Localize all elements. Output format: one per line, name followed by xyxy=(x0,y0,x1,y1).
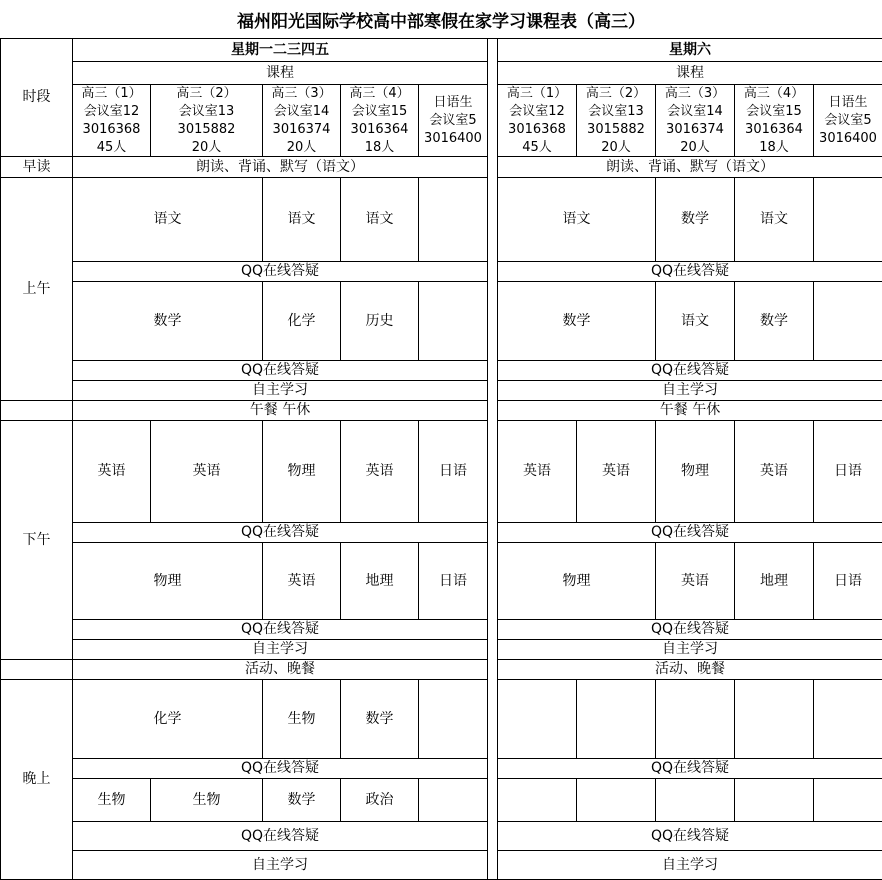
saturday-class-4: 高三（4） 会议室15 3016364 18人 xyxy=(734,84,814,157)
saturday-pm1-cell-0: 英语 xyxy=(497,420,577,523)
weekday-pm1-cell-0: 英语 xyxy=(72,420,151,523)
saturday-pm2-cell-2: 地理 xyxy=(734,542,814,620)
weekday-am2-cell-0: 数学 xyxy=(72,281,263,361)
weekday-ev1-cell-2: 数学 xyxy=(340,679,419,759)
saturday-class-1: 高三（1） 会议室12 3016368 45人 xyxy=(497,84,577,157)
saturday-class-3: 高三（3） 会议室14 3016374 20人 xyxy=(655,84,735,157)
weekday-class-1: 高三（1） 会议室12 3016368 45人 xyxy=(72,84,151,157)
saturday-am2-qq: QQ在线答疑 xyxy=(497,360,882,381)
weekday-ev2-cell-3: 政治 xyxy=(340,778,419,822)
saturday-ev1-cell-3 xyxy=(734,679,814,759)
saturday-am2-cell-0: 数学 xyxy=(497,281,656,361)
weekday-am1-qq: QQ在线答疑 xyxy=(72,261,488,282)
weekday-pm2-qq: QQ在线答疑 xyxy=(72,619,488,640)
weekday-ev2-qq: QQ在线答疑 xyxy=(72,821,488,851)
saturday-class-5: 日语生 会议室5 3016400 xyxy=(813,84,882,157)
weekday-dinner: 活动、晚餐 xyxy=(72,659,488,680)
weekday-ev2-cell-4 xyxy=(418,778,488,822)
saturday-ev2-qq: QQ在线答疑 xyxy=(497,821,882,851)
weekday-pm1-cell-4: 日语 xyxy=(418,420,488,523)
weekday-pm2-cell-2: 地理 xyxy=(340,542,419,620)
saturday-am1-cell-1: 数学 xyxy=(655,177,735,262)
page-title: 福州阳光国际学校高中部寒假在家学习课程表（高三） xyxy=(237,11,645,32)
weekday-am1-cell-2: 语文 xyxy=(340,177,419,262)
saturday-pm1-cell-4: 日语 xyxy=(813,420,882,523)
saturday-pm1-cell-1: 英语 xyxy=(576,420,656,523)
saturday-ev1-cell-0 xyxy=(497,679,577,759)
saturday-am1-cell-0: 语文 xyxy=(497,177,656,262)
weekday-am1-cell-0: 语文 xyxy=(72,177,263,262)
weekday-ev2-cell-0: 生物 xyxy=(72,778,151,822)
weekday-ev1-cell-0: 化学 xyxy=(72,679,263,759)
weekday-ev2-cell-2: 数学 xyxy=(262,778,341,822)
saturday-am-self-study: 自主学习 xyxy=(497,380,882,401)
saturday-day-header: 星期六 xyxy=(497,38,882,62)
saturday-pm2-cell-0: 物理 xyxy=(497,542,656,620)
weekday-pm2-cell-3: 日语 xyxy=(418,542,488,620)
saturday-ev2-cell-1 xyxy=(576,778,656,822)
weekday-am-self-study: 自主学习 xyxy=(72,380,488,401)
weekday-am2-cell-2: 历史 xyxy=(340,281,419,361)
weekday-class-5: 日语生 会议室5 3016400 xyxy=(418,84,488,157)
saturday-ev2-cell-2 xyxy=(655,778,735,822)
saturday-ev2-cell-3 xyxy=(734,778,814,822)
saturday-pm1-cell-3: 英语 xyxy=(734,420,814,523)
saturday-pm1-cell-2: 物理 xyxy=(655,420,735,523)
saturday-course-header: 课程 xyxy=(497,61,882,85)
period-dinner-blank xyxy=(0,659,73,680)
weekday-ev1-qq: QQ在线答疑 xyxy=(72,758,488,779)
period-lunch-blank xyxy=(0,400,73,421)
saturday-am2-cell-1: 语文 xyxy=(655,281,735,361)
weekday-am1-cell-1: 语文 xyxy=(262,177,341,262)
weekday-lunch: 午餐 午休 xyxy=(72,400,488,421)
weekday-am2-cell-3 xyxy=(418,281,488,361)
weekday-ev2-cell-1: 生物 xyxy=(150,778,263,822)
saturday-pm2-cell-3: 日语 xyxy=(813,542,882,620)
saturday-ev2-cell-4 xyxy=(813,778,882,822)
weekday-pm1-cell-1: 英语 xyxy=(150,420,263,523)
saturday-am1-cell-3 xyxy=(813,177,882,262)
period-evening: 晚上 xyxy=(0,679,73,880)
saturday-ev-self-study: 自主学习 xyxy=(497,850,882,880)
weekday-am1-cell-3 xyxy=(418,177,488,262)
saturday-ev1-cell-4 xyxy=(813,679,882,759)
saturday-am2-cell-3 xyxy=(813,281,882,361)
saturday-ev1-qq: QQ在线答疑 xyxy=(497,758,882,779)
weekday-ev1-cell-3 xyxy=(418,679,488,759)
weekday-day-header: 星期一二三四五 xyxy=(72,38,488,62)
weekday-pm1-qq: QQ在线答疑 xyxy=(72,522,488,543)
saturday-ev1-cell-2 xyxy=(655,679,735,759)
period-header: 时段 xyxy=(0,38,73,157)
saturday-pm2-qq: QQ在线答疑 xyxy=(497,619,882,640)
weekday-class-4: 高三（4） 会议室15 3016364 18人 xyxy=(340,84,419,157)
weekday-pm2-cell-1: 英语 xyxy=(262,542,341,620)
weekday-pm-self-study: 自主学习 xyxy=(72,639,488,660)
period-afternoon: 下午 xyxy=(0,420,73,660)
saturday-am1-cell-2: 语文 xyxy=(734,177,814,262)
saturday-pm1-qq: QQ在线答疑 xyxy=(497,522,882,543)
saturday-pm2-cell-1: 英语 xyxy=(655,542,735,620)
saturday-ev1-cell-1 xyxy=(576,679,656,759)
saturday-morning-read: 朗读、背诵、默写（语文） xyxy=(497,156,882,178)
weekday-ev-self-study: 自主学习 xyxy=(72,850,488,880)
weekday-pm1-cell-3: 英语 xyxy=(340,420,419,523)
saturday-dinner: 活动、晚餐 xyxy=(497,659,882,680)
saturday-am1-qq: QQ在线答疑 xyxy=(497,261,882,282)
saturday-pm-self-study: 自主学习 xyxy=(497,639,882,660)
weekday-class-2: 高三（2） 会议室13 3015882 20人 xyxy=(150,84,263,157)
weekday-am2-qq: QQ在线答疑 xyxy=(72,360,488,381)
weekday-class-3: 高三（3） 会议室14 3016374 20人 xyxy=(262,84,341,157)
saturday-ev2-cell-0 xyxy=(497,778,577,822)
weekday-ev1-cell-1: 生物 xyxy=(262,679,341,759)
saturday-am2-cell-2: 数学 xyxy=(734,281,814,361)
period-morning-read: 早读 xyxy=(0,156,73,178)
weekday-am2-cell-1: 化学 xyxy=(262,281,341,361)
weekday-morning-read: 朗读、背诵、默写（语文） xyxy=(72,156,488,178)
weekday-pm1-cell-2: 物理 xyxy=(262,420,341,523)
weekday-course-header: 课程 xyxy=(72,61,488,85)
weekday-pm2-cell-0: 物理 xyxy=(72,542,263,620)
saturday-lunch: 午餐 午休 xyxy=(497,400,882,421)
period-morning: 上午 xyxy=(0,177,73,401)
saturday-class-2: 高三（2） 会议室13 3015882 20人 xyxy=(576,84,656,157)
